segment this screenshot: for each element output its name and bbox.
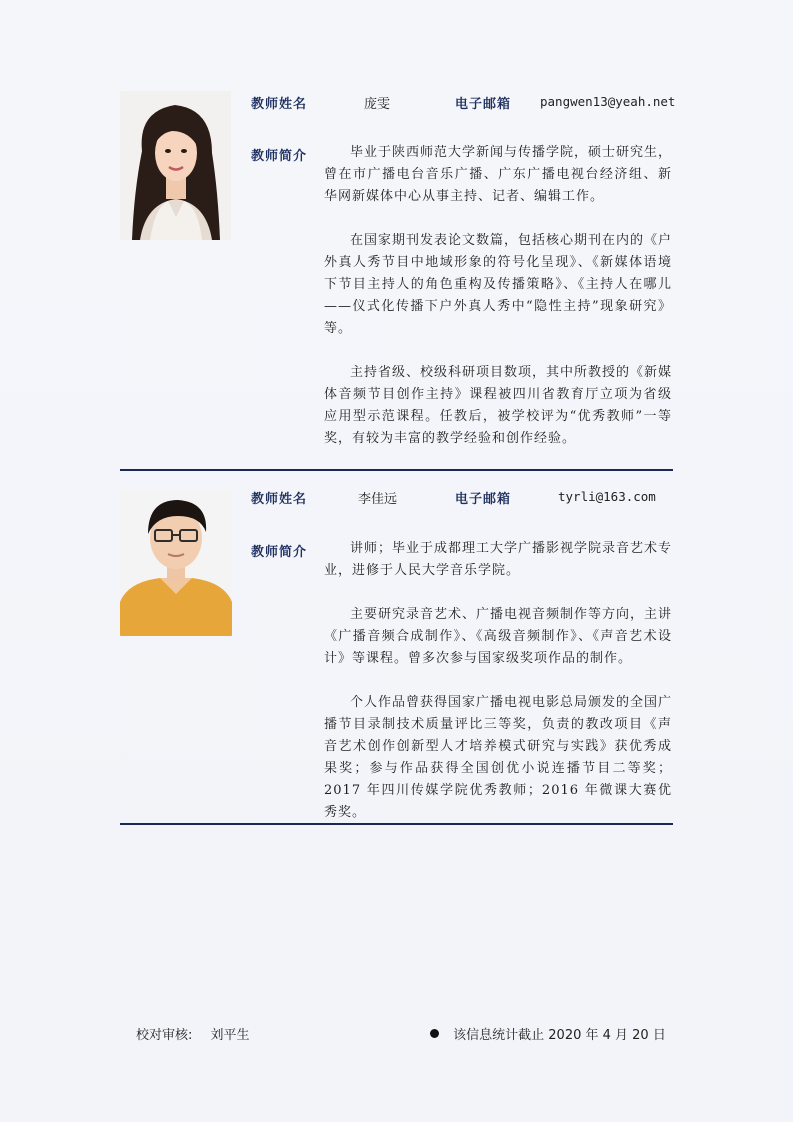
stats-date-note: 该信息统计截止 2020 年 4 月 20 日 [453, 1028, 666, 1043]
bio-paragraph: 毕业于陕西师范大学新闻与传播学院，硕士研究生，曾在市广播电台音乐广播、广东广播电视台经济组、新华网新媒体中心从事主持、记者、编辑工作。 [324, 145, 673, 204]
reviewer-name: 刘平生 [210, 1028, 250, 1043]
email-value-2: tyrli@163.com [558, 489, 656, 504]
footer-note [430, 1024, 666, 1043]
bio-paragraph: 主持省级、校级科研项目数项，其中所教授的《新媒体音频节目创作主持》课程被四川省教育厅立项为省级应用型示范课程。任教后，被学校评为“优秀教师”一等奖，有较为丰富的教学经验和创作经验。 [324, 365, 673, 446]
bio-text-1 [324, 142, 672, 472]
bio-paragraph: 讲师；毕业于成都理工大学广播影视学院录音艺术专业，进修于人民大学音乐学院。 [324, 541, 673, 578]
footer-reviewer [136, 1024, 250, 1043]
reviewer-label: 校对审核: [136, 1028, 193, 1043]
bio-label-2: 教师简介 [251, 545, 308, 560]
teacher-photo-1 [120, 91, 231, 240]
bio-label-1: 教师简介 [251, 149, 308, 164]
bio-paragraph: 个人作品曾获得国家广播电视电影总局颁发的全国广播节目录制技术质量评比三等奖，负责的教改项目《声音艺术创作创新型人才培养模式研究与实践》获优秀成果奖；参与作品获得全国创优小说连播节目二等奖；2017 年四川传媒学院优秀教师；2016 年微课大赛优秀奖。 [324, 695, 673, 820]
bio-paragraph: 在国家期刊发表论文数篇，包括核心期刊在内的《户外真人秀节目中地域形象的符号化呈现》、《新媒体语境下节目主持人的角色重构及传播策略》、《主持人在哪儿——仪式化传播下户外真人秀中“隐性主持”现象研究》等。 [324, 233, 673, 336]
teacher-name-1: 庞雯 [364, 97, 391, 112]
teacher-photo-2 [120, 490, 232, 636]
teacher-name-2: 李佳远 [358, 492, 398, 507]
email-label-1: 电子邮箱 [455, 97, 512, 112]
name-label-1: 教师姓名 [251, 97, 308, 112]
portrait-woman [120, 91, 231, 240]
bullet-icon [430, 1029, 439, 1038]
bio-paragraph: 主要研究录音艺术、广播电视音频制作等方向，主讲《广播音频合成制作》、《高级音频制作》、《声音艺术设计》等课程。曾多次参与国家级奖项作品的制作。 [324, 607, 673, 666]
name-label-2: 教师姓名 [251, 492, 308, 507]
portrait-man [120, 490, 232, 636]
email-value-1: pangwen13@yeah.net [540, 94, 676, 109]
section-divider [120, 823, 673, 825]
section-divider [120, 469, 673, 471]
email-label-2: 电子邮箱 [455, 492, 512, 507]
bio-text-2 [324, 538, 672, 846]
